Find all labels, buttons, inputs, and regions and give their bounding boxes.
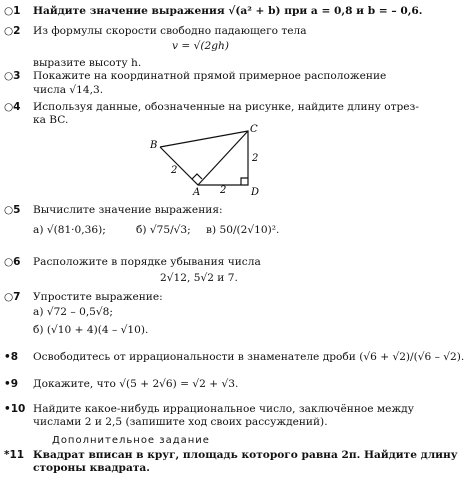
figure-outline	[160, 131, 248, 185]
task-text-main: Освободитесь от иррациональности в знаменателе дроби	[33, 351, 356, 363]
right-angle-D	[241, 178, 248, 185]
task-5-b: б) √75/√3;	[136, 224, 191, 236]
task-marker: •8	[4, 351, 19, 363]
task-text-cont: стороны квадрата.	[33, 462, 150, 474]
label-CD: 2	[252, 153, 259, 164]
task-text: Из формулы скорости свободно падающего тела	[33, 25, 307, 37]
task-text: Докажите, что √(5 + 2√6) = √2 + √3.	[33, 378, 239, 390]
task-fraction: (√6 + √2)/(√6 – √2).	[359, 351, 464, 363]
task-text: Найдите значение выражения √(a² + b) при a = 0,8 и b = – 0,6.	[33, 5, 423, 17]
task-marker: *11	[4, 449, 25, 461]
task-text-cont: числами 2 и 2,5 (запишите ход своих рассуждений).	[33, 416, 328, 428]
task-text-cont: выразите высоту h.	[33, 57, 142, 69]
label-AD: 2	[220, 185, 227, 196]
task-marker: ○6	[4, 256, 21, 268]
triangle-figure	[0, 124, 421, 198]
task-marker: ○3	[4, 70, 21, 82]
task-marker: ○4	[4, 101, 21, 113]
task-5-a: а) √(81·0,36);	[33, 224, 106, 236]
task-marker: •10	[4, 403, 26, 415]
task-marker: ○7	[4, 291, 21, 303]
label-A: A	[193, 187, 201, 198]
task-marker: ○2	[4, 25, 21, 37]
task-marker: ○5	[4, 204, 21, 216]
task-text: Вычислите значение выражения:	[33, 204, 223, 216]
task-text: Используя данные, обозначенные на рисунке, найдите длину отрез-	[33, 101, 419, 113]
task-text: Расположите в порядке убывания числа	[33, 256, 261, 268]
extra-heading: Дополнительное задание	[52, 435, 210, 446]
task-text-cont: ка BC.	[33, 114, 69, 126]
label-B: B	[150, 140, 158, 151]
task-text: Покажите на координатной прямой примерное расположение	[33, 70, 387, 82]
right-angle-A	[192, 174, 202, 179]
task-text	[33, 351, 464, 364]
task-text-cont: 2√12, 5√2 и 7.	[160, 272, 238, 284]
task-text: Квадрат вписан в круг, площадь которого равна 2π. Найдите длину	[33, 449, 458, 461]
label-BA: 2	[171, 165, 178, 176]
task-text: Найдите какое-нибудь иррациональное число, заключённое между	[33, 403, 414, 415]
task-marker: ○1	[4, 5, 21, 17]
label-C: C	[250, 124, 258, 135]
label-D: D	[251, 187, 260, 198]
task-7-a: а) √72 – 0,5√8;	[33, 306, 113, 318]
formula-velocity: v = √(2gh)	[172, 40, 229, 52]
task-7-b: б) (√10 + 4)(4 – √10).	[33, 324, 149, 336]
task-marker: •9	[4, 378, 19, 390]
task-text: Упростите выражение:	[33, 291, 163, 303]
task-text-cont: числа √14,3.	[33, 84, 104, 96]
task-5-c: в) 50/(2√10)².	[206, 224, 280, 236]
